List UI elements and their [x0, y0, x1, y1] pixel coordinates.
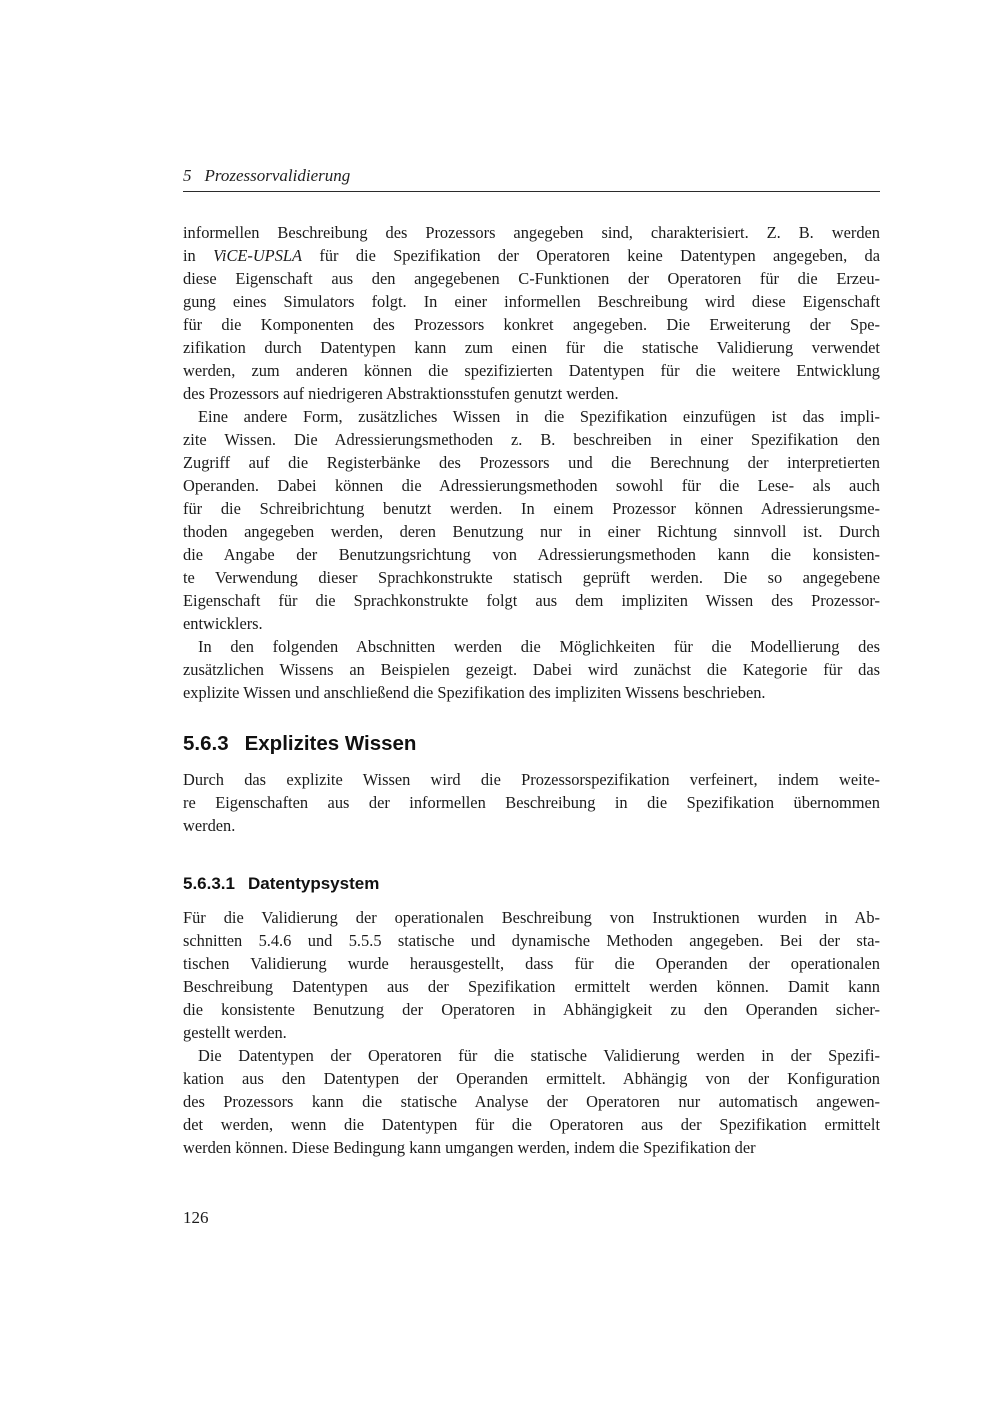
text-line — [183, 520, 880, 543]
text-line — [183, 382, 880, 405]
text-segment: gestellt werden. — [183, 1023, 287, 1042]
text-line — [183, 589, 880, 612]
text-segment: kation aus den Datentypen der Operanden ermittelt. Abhängig von der Konfiguration — [183, 1069, 880, 1088]
text-line — [183, 359, 880, 382]
text-line — [183, 313, 880, 336]
text-line — [183, 1067, 880, 1090]
header-rule — [183, 191, 880, 192]
text-line — [183, 428, 880, 451]
text-segment: die konsistente Benutzung der Operatoren in Abhängigkeit zu den Operanden sicher- — [183, 1000, 880, 1019]
text-line — [183, 451, 880, 474]
text-segment: gung eines Simulators folgt. In einer informellen Beschreibung wird diese Eigenschaft — [183, 292, 880, 311]
text-line — [183, 405, 880, 428]
text-line — [183, 768, 880, 791]
text-line — [183, 244, 880, 267]
text-line — [183, 1090, 880, 1113]
text-segment: zusätzlichen Wissens an Beispielen gezeigt. Dabei wird zunächst die Kategorie für das — [183, 660, 880, 679]
section-heading-5.6.3.1 — [183, 873, 880, 895]
text-line — [183, 681, 880, 704]
text-line — [183, 290, 880, 313]
heading-number: 5.6.3 — [183, 732, 229, 755]
text-segment: Operanden. Dabei können die Adressierungsmethoden sowohl für die Lese- als auch — [183, 476, 880, 495]
text-line — [183, 906, 880, 929]
text-segment: Für die Validierung der operationalen Beschreibung von Instruktionen wurden in Ab- — [183, 908, 880, 927]
text-segment: explizite Wissen und anschließend die Spezifikation des impliziten Wissens beschrieben. — [183, 683, 766, 702]
paragraph — [183, 221, 880, 405]
paragraph — [183, 635, 880, 704]
text-line — [183, 814, 880, 837]
text-segment: Beschreibung Datentypen aus der Spezifikation ermittelt werden können. Damit kann — [183, 977, 880, 996]
text-line — [183, 1021, 880, 1044]
heading-number: 5.6.3.1 — [183, 874, 235, 893]
text-segment: werden können. Diese Bedingung kann umgangen werden, indem die Spezifikation der — [183, 1138, 756, 1157]
text-line — [183, 975, 880, 998]
text-segment: Zugriff auf die Registerbänke des Prozessors und die Berechnung der interpretierten — [183, 453, 880, 472]
page-number: 126 — [183, 1208, 209, 1227]
section-heading-5.6.3 — [183, 731, 880, 757]
text-segment: Durch das explizite Wissen wird die Prozessorspezifikation verfeinert, indem weite- — [183, 770, 880, 789]
text-segment: des Prozessors kann die statische Analyse der Operatoren nur automatisch angewen- — [183, 1092, 880, 1111]
text-segment: tischen Validierung wurde herausgestellt, dass für die Operanden der operationalen — [183, 954, 880, 973]
text-line — [183, 474, 880, 497]
text-line — [183, 635, 880, 658]
text-line — [183, 1113, 880, 1136]
text-segment: die Angabe der Benutzungsrichtung von Adressierungsmethoden kann die konsisten- — [183, 545, 880, 564]
text-line — [183, 221, 880, 244]
text-segment: des Prozessors auf niedrigeren Abstraktionsstufen genutzt werden. — [183, 384, 619, 403]
text-line — [183, 998, 880, 1021]
paragraph — [183, 768, 880, 837]
text-segment: für die Spezifikation der Operatoren keine Datentypen angegeben, da — [302, 246, 880, 265]
text-segment: für die Schreibrichtung benutzt werden. In einem Prozessor können Adressierungsme- — [183, 499, 880, 518]
text-segment: te Verwendung dieser Sprachkonstrukte statisch geprüft werden. Die so angegebene — [183, 568, 880, 587]
page-body — [183, 221, 880, 1159]
text-segment: diese Eigenschaft aus den angegebenen C-Funktionen der Operatoren für die Erzeu- — [183, 269, 880, 288]
text-line — [183, 658, 880, 681]
text-segment: Eine andere Form, zusätzliches Wissen in die Spezifikation einzufügen ist das impli- — [198, 407, 880, 426]
text-line — [183, 929, 880, 952]
text-segment: zite Wissen. Die Adressierungsmethoden z. B. beschreiben in einer Spezifikation den — [183, 430, 880, 449]
text-line — [183, 612, 880, 635]
emphasized-text: ViCE-UPSLA — [213, 246, 303, 265]
paragraph — [183, 1044, 880, 1159]
text-segment: in — [183, 246, 214, 265]
page-footer — [183, 1207, 209, 1229]
text-line — [183, 543, 880, 566]
text-segment: werden. — [183, 816, 236, 835]
text-segment: informellen Beschreibung des Prozessors angegeben sind, charakterisiert. Z. B. werden — [183, 223, 880, 242]
text-segment: thoden angegeben werden, deren Benutzung nur in einer Richtung sinnvoll ist. Durch — [183, 522, 880, 541]
text-line — [183, 267, 880, 290]
text-segment: Eigenschaft für die Sprachkonstrukte folgt aus dem impliziten Wissen des Prozessor- — [183, 591, 880, 610]
paragraph — [183, 906, 880, 1044]
text-line — [183, 566, 880, 589]
text-line — [183, 952, 880, 975]
text-line — [183, 1044, 880, 1067]
chapter-number: 5 — [183, 166, 192, 185]
text-line — [183, 336, 880, 359]
heading-title: Explizites Wissen — [244, 732, 417, 755]
text-segment: für die Komponenten des Prozessors konkret angegeben. Die Erweiterung der Spe- — [183, 315, 880, 334]
text-segment: Die Datentypen der Operatoren für die statische Validierung werden in der Spezifi- — [198, 1046, 880, 1065]
text-line — [183, 497, 880, 520]
text-line — [183, 791, 880, 814]
text-segment: schnitten 5.4.6 und 5.5.5 statische und dynamische Methoden angegeben. Bei der sta- — [183, 931, 880, 950]
text-segment: entwicklers. — [183, 614, 263, 633]
running-header — [183, 166, 880, 186]
text-segment: det werden, wenn die Datentypen für die Operatoren aus der Spezifikation ermittelt — [183, 1115, 880, 1134]
text-segment: zifikation durch Datentypen kann zum einen für die statische Validierung verwendet — [183, 338, 880, 357]
paragraph — [183, 405, 880, 635]
text-segment: In den folgenden Abschnitten werden die Möglichkeiten für die Modellierung des — [198, 637, 880, 656]
chapter-title: Prozessorvalidierung — [204, 166, 351, 185]
text-segment: werden, zum anderen können die spezifizierten Datentypen für die weitere Entwicklung — [183, 361, 880, 380]
text-segment: re Eigenschaften aus der informellen Beschreibung in die Spezifikation übernommen — [183, 793, 880, 812]
text-line — [183, 1136, 880, 1159]
heading-title: Datentypsystem — [248, 874, 380, 893]
